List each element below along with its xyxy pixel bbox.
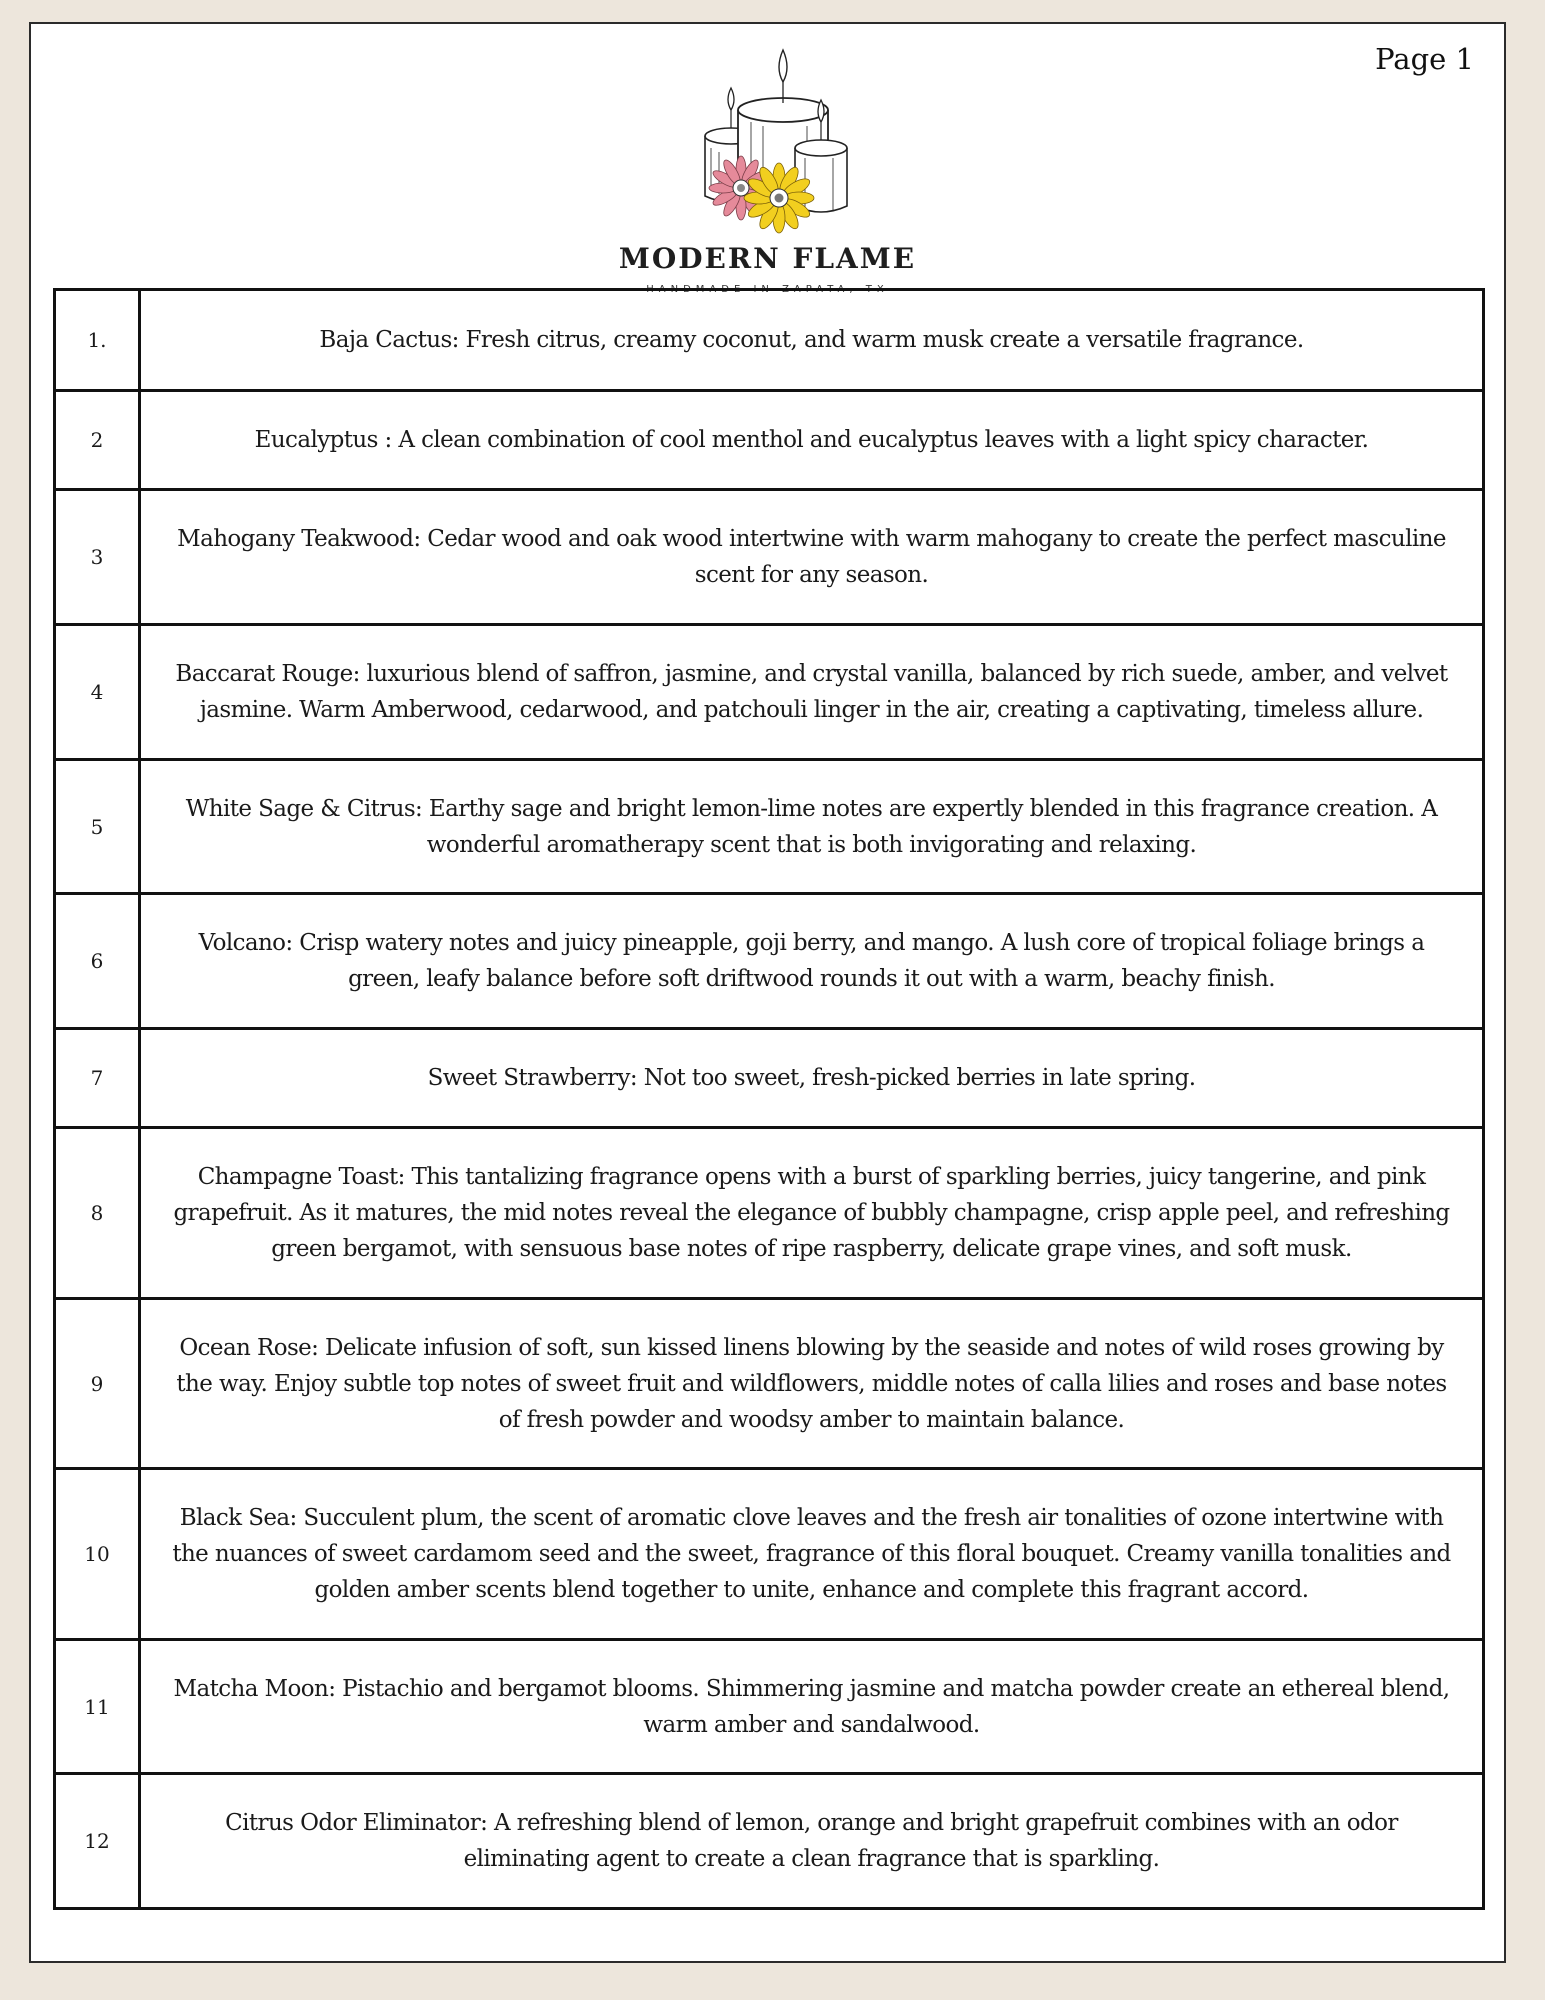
table-row [55,1774,1484,1909]
page-number: Page 1 [1375,42,1474,76]
scent-table [53,288,1485,1910]
scent-number: 11 [55,1640,140,1774]
table-row [55,1469,1484,1640]
scent-description: Ocean Rose: Delicate infusion of soft, sun kissed linens blowing by the seaside and notes of wild roses growing by the way. Enjoy subtle top notes of sweet fruit and wildflowers, middle notes of calla lilies and roses and base notes of fresh powder and woodsy amber to maintain balance. [140,1299,1484,1469]
scent-number: 5 [55,760,140,894]
table-row [55,894,1484,1029]
scent-number: 1. [55,290,140,391]
scent-number: 3 [55,490,140,625]
brand-tagline: HANDMADE IN ZAPATA, TX [646,284,889,295]
scent-description: Matcha Moon: Pistachio and bergamot blooms. Shimmering jasmine and matcha powder create an ethereal blend, warm amber and sandalwood. [140,1640,1484,1774]
table-row [55,760,1484,894]
table-row [55,1299,1484,1469]
scent-number: 10 [55,1469,140,1640]
scent-description: White Sage & Citrus: Earthy sage and bright lemon-lime notes are expertly blended in this fragrance creation. A wonderful aromatherapy scent that is both invigorating and relaxing. [140,760,1484,894]
scent-description: Baccarat Rouge: luxurious blend of saffron, jasmine, and crystal vanilla, balanced by rich suede, amber, and velvet jasmine. Warm Amberwood, cedarwood, and patchouli linger in the air, creating a captivating, timeless allure. [140,625,1484,760]
table-row [55,391,1484,490]
scent-number: 9 [55,1299,140,1469]
scent-number: 7 [55,1029,140,1128]
scent-number: 6 [55,894,140,1029]
scent-number: 8 [55,1128,140,1299]
scent-description: Citrus Odor Eliminator: A refreshing blend of lemon, orange and bright grapefruit combines with an odor eliminating agent to create a clean fragrance that is sparkling. [140,1774,1484,1909]
scent-description: Sweet Strawberry: Not too sweet, fresh-picked berries in late spring. [140,1029,1484,1128]
table-row [55,1640,1484,1774]
table-row [55,490,1484,625]
scent-description: Eucalyptus : A clean combination of cool menthol and eucalyptus leaves with a light spicy character. [140,391,1484,490]
scent-description: Black Sea: Succulent plum, the scent of aromatic clove leaves and the fresh air tonalities of ozone intertwine with the nuances of sweet cardamom seed and the sweet, fragrance of this floral bouquet. Creamy vanilla tonalities and golden amber scents blend together to unite, enhance and complete this fragrant accord. [140,1469,1484,1640]
table-row [55,625,1484,760]
scent-description: Volcano: Crisp watery notes and juicy pineapple, goji berry, and mango. A lush core of tropical foliage brings a green, leafy balance before soft driftwood rounds it out with a warm, beachy finish. [140,894,1484,1029]
table-row [55,290,1484,391]
table-row [55,1128,1484,1299]
candles-flowers-icon [683,48,853,238]
page-sheet [29,22,1506,1963]
scent-description: Champagne Toast: This tantalizing fragrance opens with a burst of sparkling berries, juicy tangerine, and pink grapefruit. As it matures, the mid notes reveal the elegance of bubbly champagne, crisp apple peel, and refreshing green bergamot, with sensuous base notes of ripe raspberry, delicate grape vines, and soft musk. [140,1128,1484,1299]
brand-name: MODERN FLAME [618,242,917,275]
table-row [55,1029,1484,1128]
scent-description: Baja Cactus: Fresh citrus, creamy coconut, and warm musk create a versatile fragrance. [140,290,1484,391]
scent-number: 12 [55,1774,140,1909]
scent-number: 2 [55,391,140,490]
scent-description: Mahogany Teakwood: Cedar wood and oak wood intertwine with warm mahogany to create the perfect masculine scent for any season. [140,490,1484,625]
brand-logo [31,48,1504,308]
scent-number: 4 [55,625,140,760]
